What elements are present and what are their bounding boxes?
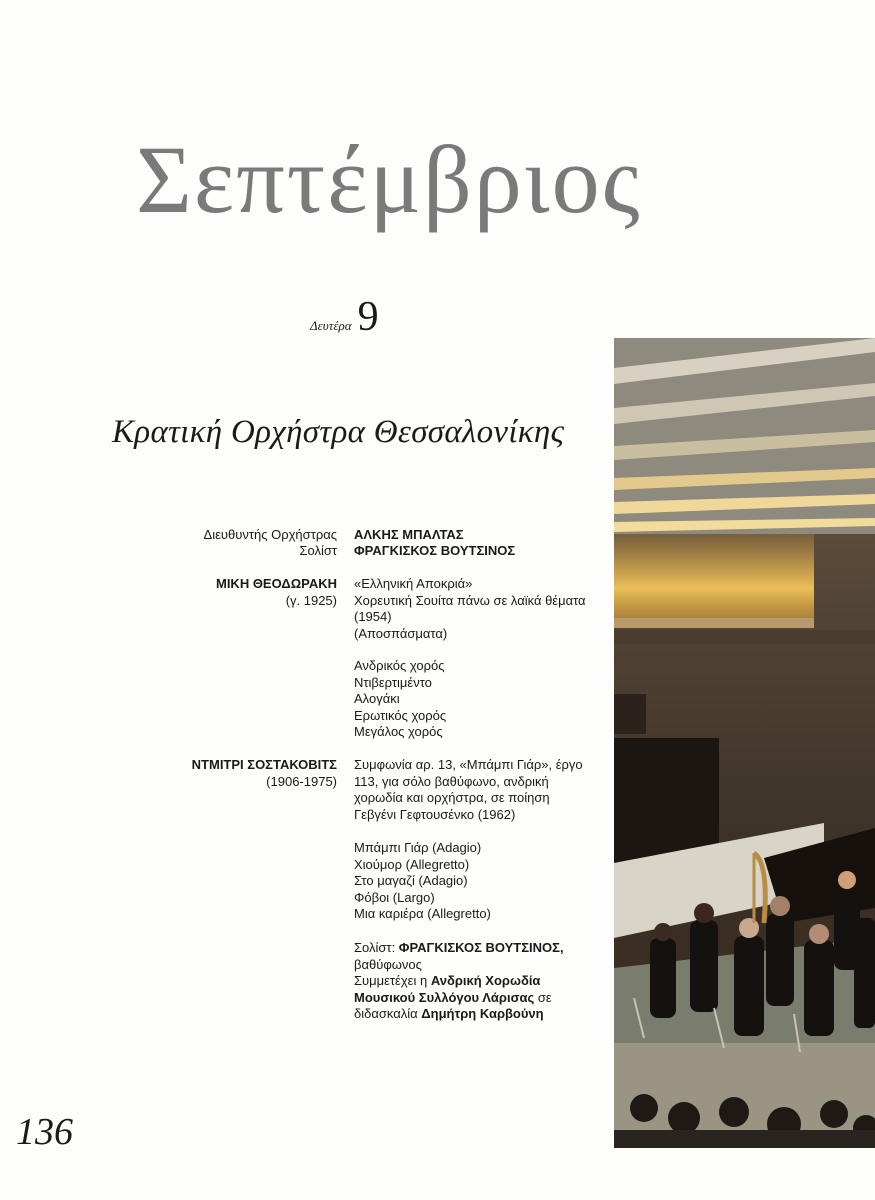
work-line: Χορευτική Σουίτα πάνω σε λαϊκά θέματα: [354, 592, 586, 608]
work-line: χορωδία και ορχήστρα, σε ποίηση: [354, 790, 550, 805]
movement: Μεγάλος χορός: [354, 724, 443, 739]
credit-role: Διευθυντής Ορχήστρας: [203, 527, 337, 542]
soloist-name: ΦΡΑΓΚΙΣΚΟΣ ΒΟΥΤΣΙΝΟΣ,: [398, 940, 564, 955]
movement: Στο μαγαζί (Adagio): [354, 873, 468, 888]
work-line: «Ελληνική Αποκριά»: [354, 576, 473, 591]
movement: Αλογάκι: [354, 691, 400, 706]
event-date: [310, 296, 379, 338]
movement: Χιούμορ (Allegretto): [354, 856, 470, 872]
director-name: Δημήτρη Καρβούνη: [421, 1006, 544, 1021]
work-description: [354, 757, 612, 823]
choir-note: Συμμετέχει η Ανδρική Χορωδία: [354, 973, 541, 988]
work-line: Γεβγένι Γεφτουσένκο (1962): [354, 806, 516, 822]
work-line: (Αποσπάσματα): [354, 625, 448, 641]
composer-name: ΝΤΜΙΤΡΙ ΣΟΣΤΑΚΟΒΙΤΣ: [191, 757, 337, 772]
work-description: [354, 576, 612, 642]
work-line: Συμφωνία αρ. 13, «Μπάμπι Γιάρ», έργο: [354, 757, 583, 772]
page-number: 136: [16, 1111, 73, 1153]
composer-dates: (1906-1975): [266, 773, 337, 789]
weekday: Δευτέρα: [310, 318, 352, 333]
event-title: Κρατική Ορχήστρα Θεσσαλονίκης: [112, 414, 565, 450]
movement: Ανδρικός χορός: [354, 658, 445, 673]
movement: Ερωτικός χορός: [354, 707, 447, 723]
movement: Ντιβερτιμέντο: [354, 674, 432, 690]
concert-photo: [614, 338, 875, 1148]
soloist-voice: βαθύφωνος: [354, 956, 422, 972]
soloist-note: Σολίστ: ΦΡΑΓΚΙΣΚΟΣ ΒΟΥΤΣΙΝΟΣ,: [354, 940, 564, 955]
credit-name: ΑΛΚΗΣ ΜΠΑΛΤΑΣ: [354, 527, 464, 542]
movement: Μπάμπι Γιάρ (Adagio): [354, 840, 482, 855]
work-line: 113, για σόλο βαθύφωνο, ανδρική: [354, 773, 549, 789]
composer-dates: (γ. 1925): [285, 592, 337, 608]
month-title: Σεπτέμβριος: [136, 126, 642, 233]
composer-name: ΜΙΚΗ ΘΕΟΔΩΡΑΚΗ: [215, 576, 337, 591]
choir-name: Μουσικού Συλλόγου Λάρισας: [354, 989, 535, 1005]
credit-name: ΦΡΑΓΚΙΣΚΟΣ ΒΟΥΤΣΙΝΟΣ: [354, 543, 516, 558]
direction-note: διδασκαλία Δημήτρη Καρβούνη: [354, 1006, 544, 1021]
movement: Φόβοι (Largo): [354, 889, 435, 905]
credit-role: Σολίστ: [299, 543, 337, 558]
movement: Μια καριέρα (Allegretto): [354, 906, 491, 921]
work-line: (1954): [354, 609, 392, 624]
choir-name: Ανδρική Χορωδία: [430, 973, 541, 988]
day-number: 9: [357, 294, 379, 340]
